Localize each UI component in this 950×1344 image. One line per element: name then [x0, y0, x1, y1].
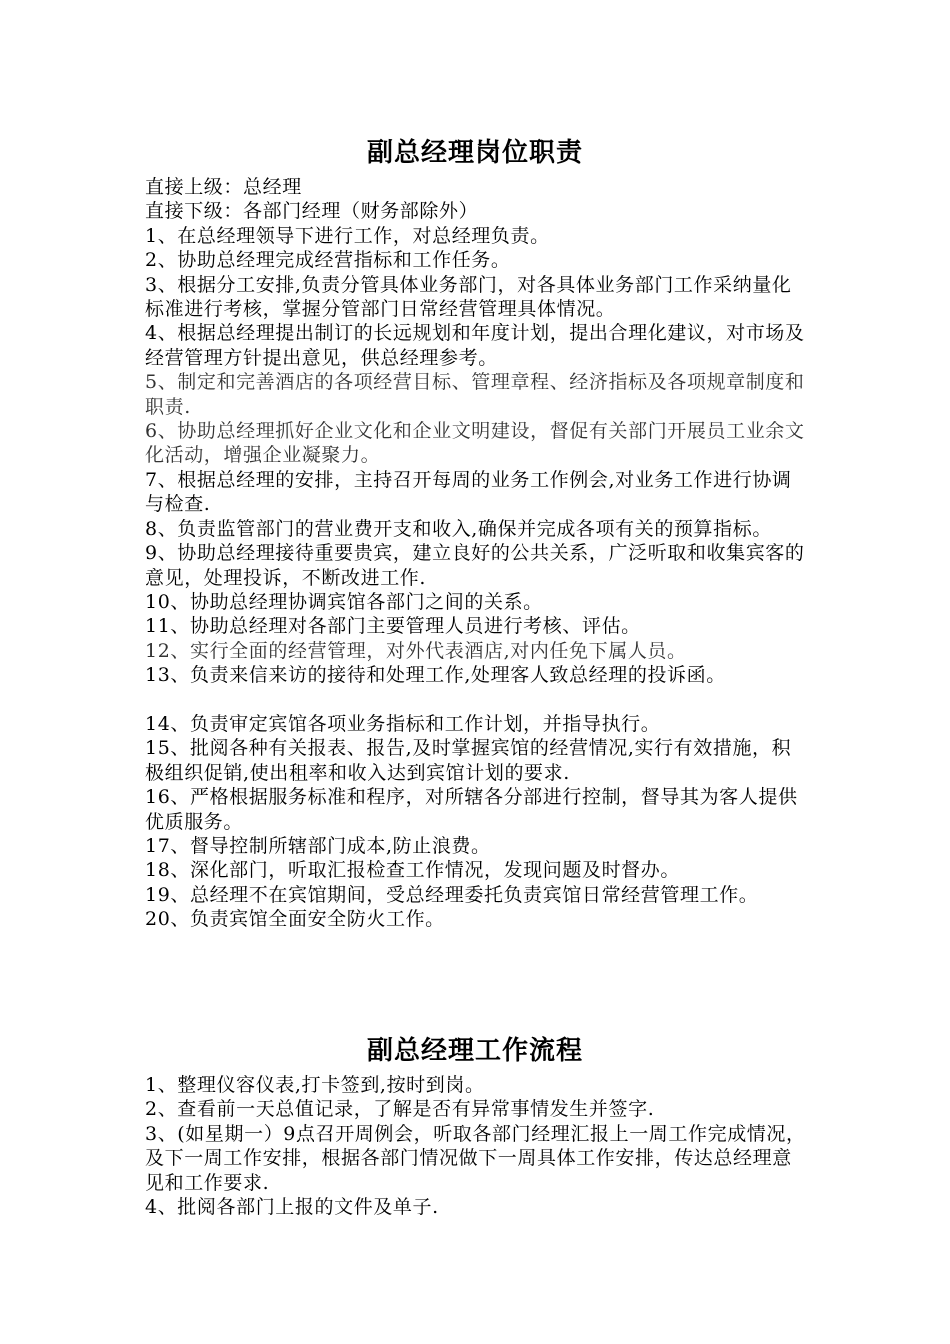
direct-superior: 直接上级：总经理	[145, 176, 302, 198]
duty-item: 19、总经理不在宾馆期间，受总经理委托负责宾馆日常经营管理工作。	[145, 883, 759, 906]
duty-item: 6、协助总经理抓好企业文化和企业文明建设，督促有关部门开展员工业余文化活动，增强企业凝聚力。	[145, 420, 805, 467]
duty-item: 4、根据总经理提出制订的长远规划和年度计划，提出合理化建议，对市场及经营管理方针提出意见，供总经理参考。	[145, 322, 805, 369]
duty-item: 14、负责审定宾馆各项业务指标和工作计划，并指导执行。	[145, 712, 661, 735]
workflow-section	[145, 1073, 810, 1219]
duty-item: 17、督导控制所辖部门成本,防止浪费。	[145, 834, 491, 857]
duty-item: 20、负责宾馆全面安全防火工作。	[145, 908, 445, 931]
duties-section	[145, 175, 810, 932]
workflow-item: 4、批阅各部门上报的文件及单子.	[145, 1196, 439, 1219]
workflow-title: 副总经理工作流程	[366, 1036, 583, 1066]
duty-item: 10、协助总经理协调宾馆各部门之间的关系。	[145, 590, 543, 613]
duty-item: 16、严格根据服务标准和程序，对所辖各分部进行控制，督导其为客人提供优质服务。	[145, 786, 798, 833]
duty-item: 3、根据分工安排,负责分管具体业务部门，对各具体业务部门工作采纳量化标准进行考核，掌握分管部门日常经营管理具体情况。	[145, 273, 792, 321]
workflow-item: 2、查看前一天总值记录，了解是否有异常事情发生并签字.	[145, 1098, 655, 1121]
duty-item: 13、负责来信来访的接待和处理工作,处理客人致总经理的投诉函。	[145, 664, 726, 687]
workflow-item: 1、整理仪容仪表,打卡签到,按时到岗。	[145, 1074, 485, 1096]
duty-item: 11、协助总经理对各部门主要管理人员进行考核、评估。	[145, 615, 641, 638]
duty-item: 1、在总经理领导下进行工作，对总经理负责。	[145, 224, 550, 247]
duty-item: 12、实行全面的经营管理，对外代表酒店,对内任免下属人员。	[145, 639, 687, 662]
duty-item: 7、根据总经理的安排，主持召开每周的业务工作例会,对业务工作进行协调与检查.	[145, 468, 792, 516]
paragraph-spacer	[145, 688, 810, 712]
duty-item: 18、深化部门，听取汇报检查工作情况，发现问题及时督办。	[145, 859, 680, 882]
duty-item: 2、协助总经理完成经营指标和工作任务。	[145, 249, 511, 272]
workflow-item: 3、(如星期一）9点召开周例会，听取各部门经理汇报上一周工作完成情况，及下一周工作安排，根据各部门情况做下一周具体工作安排，传达总经理意见和工作要求.	[145, 1122, 806, 1194]
direct-subordinate: 直接下级：各部门经理（财务部除外）	[145, 200, 479, 223]
duty-item: 9、协助总经理接待重要贵宾，建立良好的公共关系，广泛听取和收集宾客的意见，处理投诉，不断改进工作.	[145, 542, 805, 589]
duty-item: 15、批阅各种有关报表、报告,及时掌握宾馆的经营情况,实行有效措施，积极组织促销,使出租率和收入达到宾馆计划的要求.	[145, 737, 792, 784]
duties-title: 副总经理岗位职责	[366, 138, 583, 168]
duty-item: 5、制定和完善酒店的各项经营目标、管理章程、经济指标及各项规章制度和职责.	[145, 371, 805, 418]
duty-item: 8、负责监管部门的营业费开支和收入,确保并完成各项有关的预算指标。	[145, 517, 772, 540]
